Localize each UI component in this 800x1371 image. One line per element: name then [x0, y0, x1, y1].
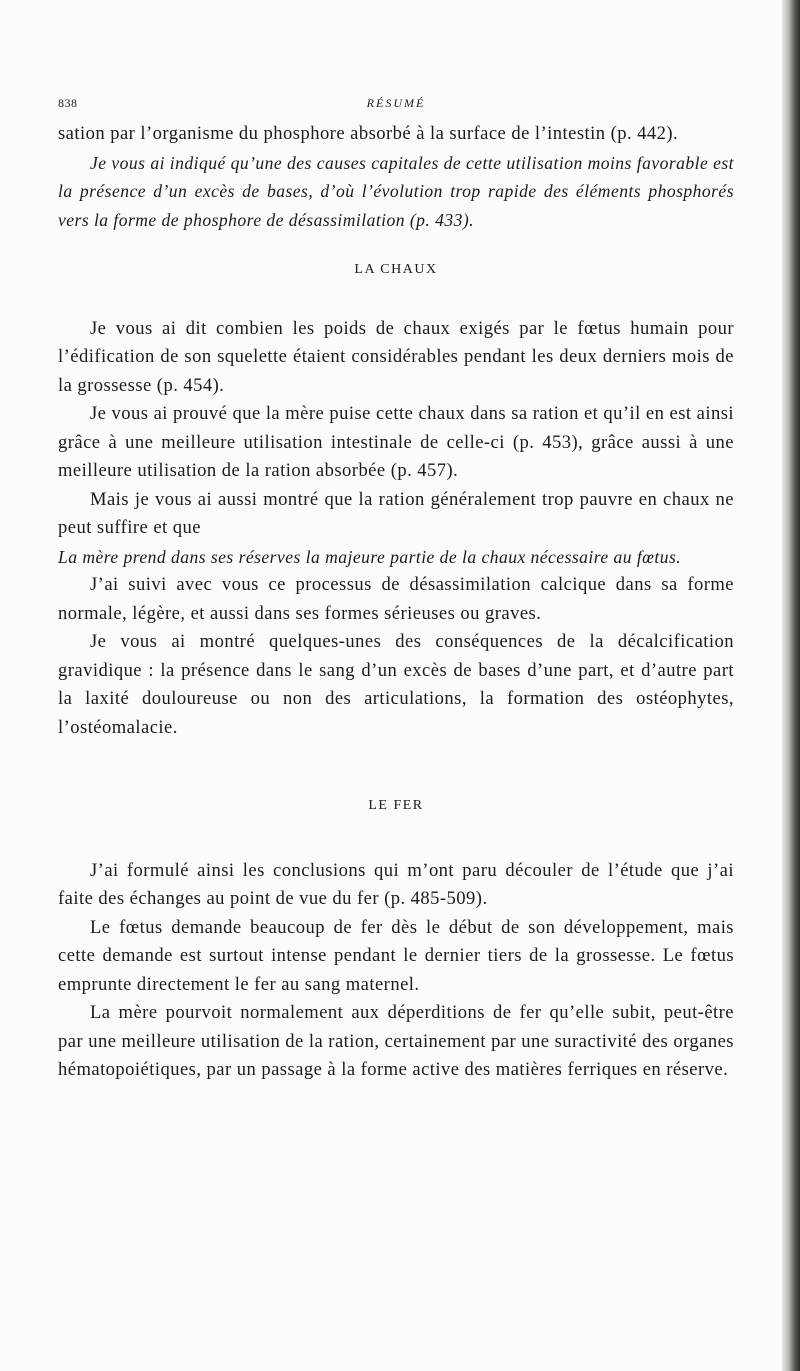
paragraph: Je vous ai prouvé que la mère puise cette chaux dans sa ration et qu’il en est ainsi grâce à une meilleure utilisation intestinale de celle-ci (p. 453), grâce aussi à une meilleure utilisation de la ration absorbée (p. 457). [58, 403, 734, 481]
paragraph: Je vous ai montré quelques-unes des conséquences de la décalcification gravidique : la présence dans le sang d’un excès de bases d’une part, et d’autre part la laxité douloureuse ou non des articulations, la formation des ostéophytes, l’ostéomalacie. [58, 631, 734, 738]
paragraph: Mais je vous ai aussi montré que la ration généralement trop pauvre en chaux ne peut suffire et que [58, 488, 734, 538]
running-title: RÉSUMÉ [366, 96, 426, 110]
running-head [58, 96, 734, 116]
paragraph-continued: sation par l’organisme du phosphore absorbé à la surface de l’intestin (p. 442). [58, 123, 679, 144]
paragraph: Je vous ai dit combien les poids de chaux exigés par le fœtus humain pour l’édification de son squelette étaient considérables pendant les deux derniers mois de la grossesse (p. 454). [58, 317, 734, 396]
section-heading-fer: LE FER [368, 798, 424, 813]
paragraph-italic-chaux: La mère prend dans ses réserves la majeure partie de la chaux nécessaire au fœtus. [58, 546, 682, 567]
section-heading-chaux: LA CHAUX [354, 262, 438, 277]
paragraph: J’ai suivi avec vous ce processus de désassimilation calcique dans sa forme normale, légère, et aussi dans ses formes sérieuses ou graves. [58, 574, 734, 624]
page-number: 838 [58, 96, 78, 110]
page-binding-edge [782, 0, 800, 1371]
paragraph: La mère pourvoit normalement aux déperditions de fer qu’elle subit, peut-être par une meilleure utilisation de la ration, certainement par une suractivité des organes hématopoiétiques, par un passage à la forme active des matières ferriques en réserve. [58, 1002, 734, 1080]
paragraph: Le fœtus demande beaucoup de fer dès le début de son développement, mais cette demande est surtout intense pendant le dernier tiers de la grossesse. Le fœtus emprunte directement le fer au sang maternel. [58, 916, 734, 995]
body-text [58, 120, 734, 1085]
paragraph-italic-phosphore: Je vous ai indiqué qu’une des causes capitales de cette utilisation moins favorable est la présence d’un excès de bases, d’où l’évolution trop rapide des éléments phosphorés vers la forme de phosphore de désassimilation (p. 433). [58, 152, 734, 230]
paragraph: J’ai formulé ainsi les conclusions qui m’ont paru découler de l’étude que j’ai faite des échanges au point de vue du fer (p. 485-509). [58, 859, 734, 909]
